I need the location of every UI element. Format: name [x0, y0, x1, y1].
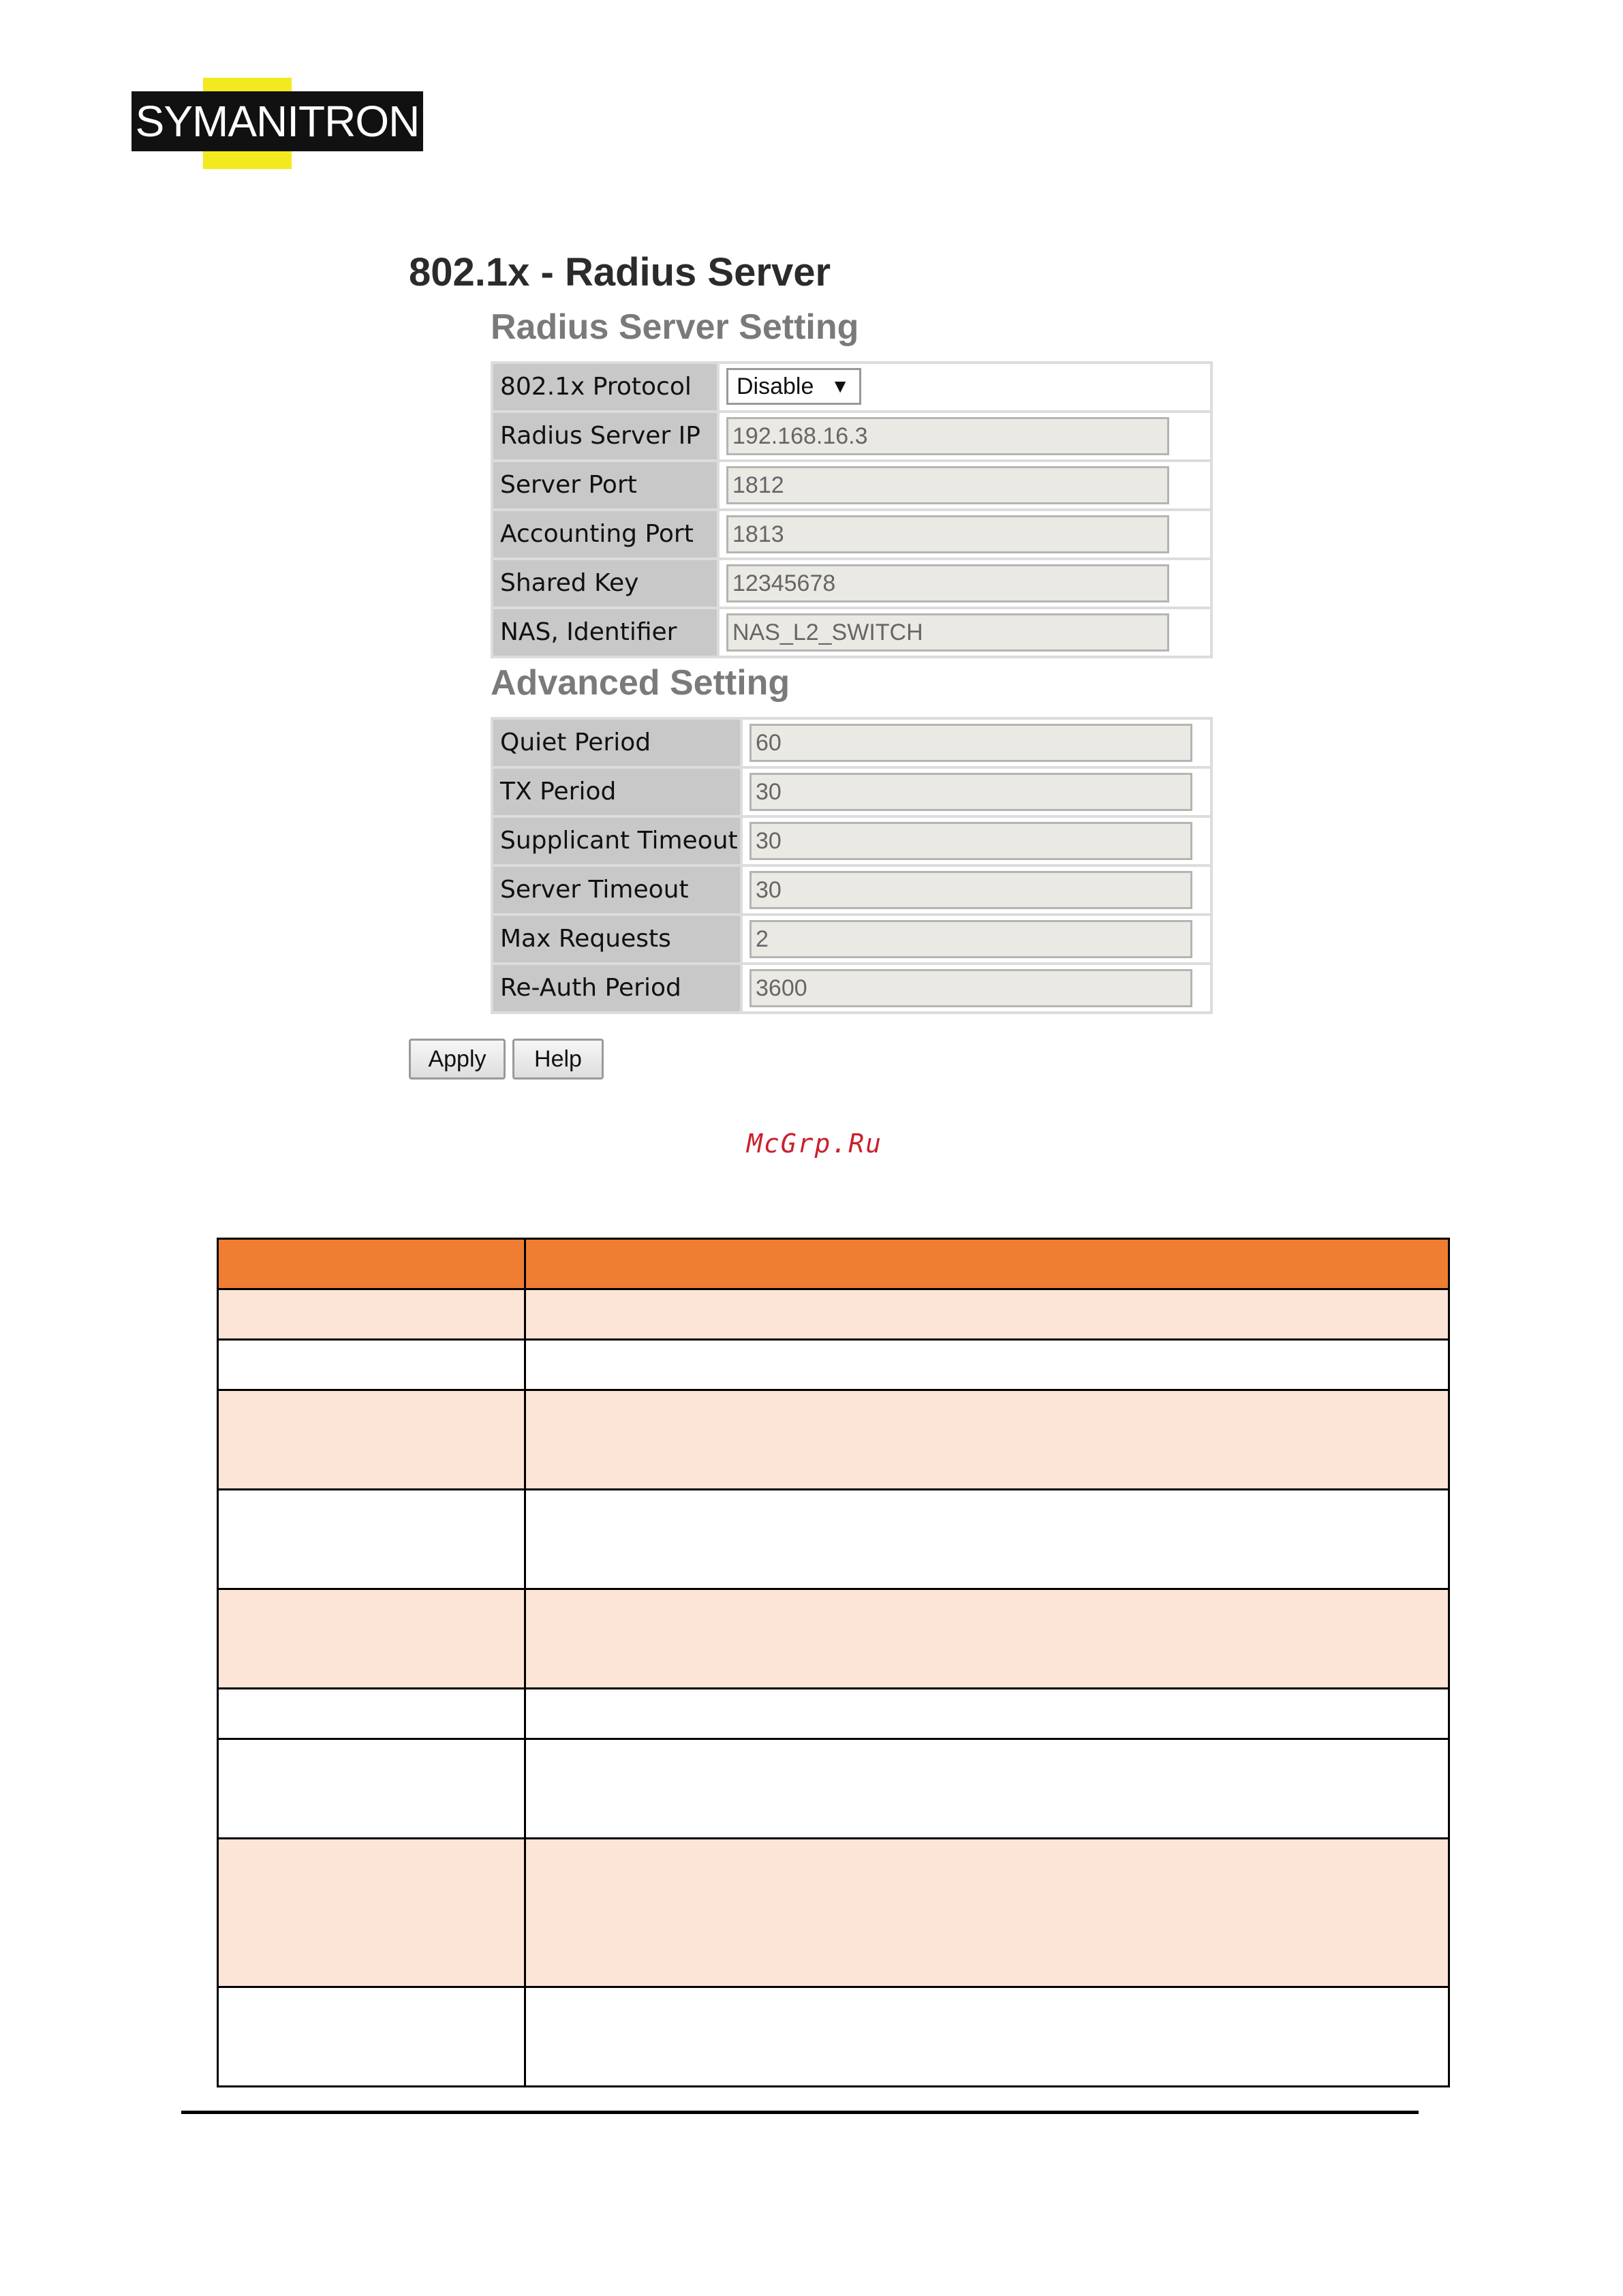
tx-period-input[interactable]: 30	[749, 773, 1192, 811]
quiet-period-label: Quiet Period	[493, 720, 743, 766]
table-row	[218, 1589, 1449, 1689]
table-row	[218, 1390, 1449, 1490]
nas-identifier-input[interactable]: NAS_L2_SWITCH	[726, 613, 1169, 652]
tx-period-label: TX Period	[493, 769, 743, 815]
accounting-port-input[interactable]: 1813	[726, 515, 1169, 553]
re-auth-period-row	[493, 965, 1210, 1011]
protocol-select-value: Disable	[737, 373, 814, 399]
table-row	[218, 1289, 1449, 1340]
dropdown-arrow-icon: ▼	[831, 376, 850, 397]
advanced-settings-table	[491, 717, 1213, 1014]
supplicant-timeout-label: Supplicant Timeout	[493, 818, 743, 864]
protocol-label: 802.1x Protocol	[493, 364, 720, 410]
table-cell	[218, 1289, 525, 1340]
accounting-port-row	[493, 511, 1210, 560]
table-row	[218, 1987, 1449, 2087]
table-cell	[218, 1839, 525, 1987]
table-row	[218, 1689, 1449, 1739]
shared-key-input[interactable]: 12345678	[726, 564, 1169, 602]
shared-key-label: Shared Key	[493, 560, 720, 607]
radius-server-ip-row	[493, 413, 1210, 462]
radius-section-title: Radius Server Setting	[491, 307, 859, 347]
advanced-section-title: Advanced Setting	[491, 663, 790, 703]
table-cell	[525, 1239, 1449, 1289]
watermark: McGrp.Ru	[747, 1129, 883, 1159]
table-cell	[525, 1839, 1449, 1987]
radius-server-ip-input[interactable]: 192.168.16.3	[726, 417, 1169, 455]
supplicant-timeout-row	[493, 818, 1210, 867]
table-row	[218, 1490, 1449, 1589]
radius-server-ip-label: Radius Server IP	[493, 413, 720, 459]
shared-key-row	[493, 560, 1210, 609]
table-row	[218, 1340, 1449, 1390]
table-cell	[218, 1987, 525, 2087]
apply-button[interactable]: Apply	[409, 1039, 506, 1080]
max-requests-row	[493, 916, 1210, 965]
nas-identifier-label: NAS, Identifier	[493, 609, 720, 656]
brand-logo: SYMANITRON	[132, 91, 423, 151]
table-row	[218, 1839, 1449, 1987]
server-port-row	[493, 462, 1210, 511]
table-cell	[525, 1340, 1449, 1390]
radius-settings-table	[491, 361, 1213, 658]
server-port-label: Server Port	[493, 462, 720, 508]
quiet-period-input[interactable]: 60	[749, 724, 1192, 762]
table-cell	[218, 1490, 525, 1589]
max-requests-label: Max Requests	[493, 916, 743, 962]
table-cell	[525, 1589, 1449, 1689]
server-timeout-label: Server Timeout	[493, 867, 743, 913]
accounting-port-label: Accounting Port	[493, 511, 720, 557]
table-cell	[218, 1739, 525, 1839]
re-auth-period-label: Re-Auth Period	[493, 965, 743, 1011]
protocol-row	[493, 364, 1210, 413]
protocol-select[interactable]	[726, 368, 861, 405]
table-cell	[218, 1340, 525, 1390]
table-cell	[218, 1390, 525, 1490]
table-cell	[218, 1239, 525, 1289]
table-cell	[525, 1689, 1449, 1739]
bottom-rule	[181, 2111, 1419, 2114]
table-cell	[525, 1739, 1449, 1839]
tx-period-row	[493, 769, 1210, 818]
max-requests-input[interactable]: 2	[749, 920, 1192, 958]
help-button[interactable]: Help	[512, 1039, 604, 1080]
supplicant-timeout-input[interactable]: 30	[749, 822, 1192, 860]
nas-identifier-row	[493, 609, 1210, 656]
table-row	[218, 1739, 1449, 1839]
server-timeout-row	[493, 867, 1210, 916]
table-cell	[525, 1987, 1449, 2087]
table-cell	[525, 1289, 1449, 1340]
table-cell	[218, 1689, 525, 1739]
table-header-row	[218, 1239, 1449, 1289]
quiet-period-row	[493, 720, 1210, 769]
server-timeout-input[interactable]: 30	[749, 871, 1192, 909]
table-cell	[525, 1490, 1449, 1589]
re-auth-period-input[interactable]: 3600	[749, 969, 1192, 1007]
description-table	[217, 1238, 1450, 2087]
table-cell	[218, 1589, 525, 1689]
table-cell	[525, 1390, 1449, 1490]
server-port-input[interactable]: 1812	[726, 466, 1169, 504]
page-title: 802.1x - Radius Server	[409, 250, 831, 294]
